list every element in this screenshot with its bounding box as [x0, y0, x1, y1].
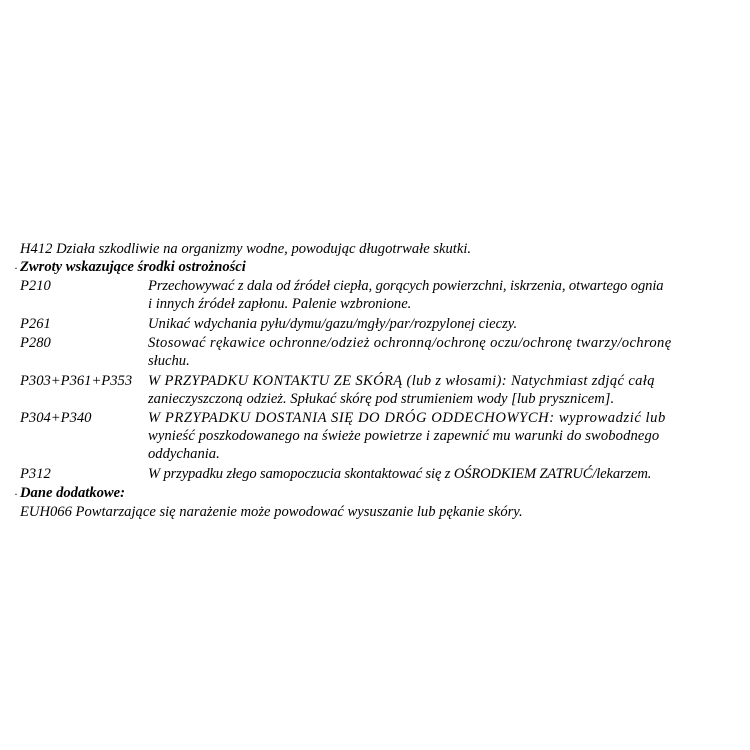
precaution-text-p280-line1: Stosować rękawice ochronne/odzież ochronną/ochronę oczu/ochronę twarzy/ochronę [148, 335, 672, 351]
additional-statement-euh066: EUH066 Powtarzające się narażenie może powodować wysuszanie lub pękanie skóry. [20, 504, 523, 520]
precaution-code-p304-p340: P304+P340 [20, 410, 92, 426]
precautions-heading: Zwroty wskazujące środki ostrożności [20, 259, 246, 275]
precaution-text-p280-line2: słuchu. [148, 353, 190, 369]
precaution-text-p210-line2: i innych źródeł zapłonu. Palenie wzbronione. [148, 296, 412, 312]
additional-heading: Dane dodatkowe: [20, 485, 125, 501]
precaution-text-p261-line1: Unikać wdychania pyłu/dymu/gazu/mgły/par/rozpylonej cieczy. [148, 316, 518, 332]
precaution-code-p303-p361-p353: P303+P361+P353 [20, 373, 133, 389]
precaution-code-p312: P312 [20, 466, 51, 482]
precaution-text-p303-line2: zanieczyszczoną odzież. Spłukać skórę pod strumieniem wody [lub prysznicem]. [148, 391, 615, 407]
precaution-text-p303-line1: W PRZYPADKU KONTAKTU ZE SKÓRĄ (lub z włosami): Natychmiast zdjąć całą [148, 373, 655, 389]
precaution-text-p304-line1: W PRZYPADKU DOSTANIA SIĘ DO DRÓG ODDECHOWYCH: wyprowadzić lub [148, 410, 666, 426]
bullet-additional: · [14, 487, 18, 501]
precaution-code-p280: P280 [20, 335, 51, 351]
precaution-text-p312-line1: W przypadku złego samopoczucia skontaktować się z OŚRODKIEM ZATRUĆ/lekarzem. [148, 466, 652, 482]
precaution-text-p304-line2: wynieść poszkodowanego na świeże powietrze i zapewnić mu warunki do swobodnego [148, 428, 660, 444]
hazard-statement-h412: H412 Działa szkodliwie na organizmy wodne, powodując długotrwałe skutki. [20, 241, 472, 257]
precaution-code-p210: P210 [20, 278, 51, 294]
bullet-precautions: · [14, 261, 18, 275]
precaution-text-p304-line3: oddychania. [148, 446, 220, 462]
precaution-code-p261: P261 [20, 316, 51, 332]
precaution-text-p210-line1: Przechowywać z dala od źródeł ciepła, gorących powierzchni, iskrzenia, otwartego ognia [148, 278, 664, 294]
